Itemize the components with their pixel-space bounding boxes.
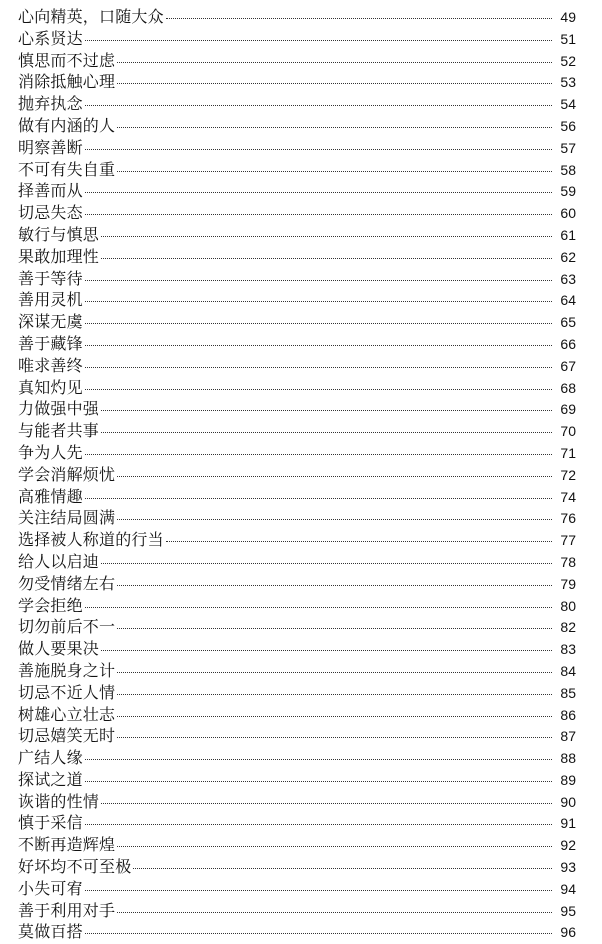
toc-dot-leader	[85, 824, 552, 825]
toc-entry[interactable]	[18, 921, 576, 943]
toc-entry-title: 广结人缘	[18, 748, 83, 768]
toc-entry-page-number: 63	[560, 270, 576, 287]
toc-entry-title: 诙谐的性情	[18, 791, 100, 811]
toc-dot-leader	[117, 585, 552, 586]
toc-entry-page-number: 60	[560, 205, 576, 222]
table-of-contents	[18, 6, 576, 943]
toc-entry-title: 切勿前后不一	[18, 617, 116, 637]
toc-dot-leader	[85, 345, 552, 346]
toc-entry-title: 心向精英，口随大众	[18, 7, 164, 26]
toc-dot-leader	[117, 83, 552, 84]
toc-dot-leader	[85, 214, 552, 215]
toc-entry[interactable]	[18, 93, 576, 115]
toc-entry[interactable]	[18, 834, 576, 856]
toc-entry-title: 小失可宥	[18, 878, 83, 898]
toc-entry-page-number: 91	[560, 815, 576, 832]
toc-entry-page-number: 72	[560, 466, 576, 483]
toc-dot-leader	[85, 280, 552, 281]
toc-entry-page-number: 95	[560, 902, 576, 919]
toc-entry[interactable]	[18, 660, 576, 682]
toc-entry-page-number: 78	[560, 553, 576, 570]
toc-entry[interactable]	[18, 50, 576, 72]
toc-entry-page-number: 62	[560, 248, 576, 265]
toc-entry-page-number: 88	[560, 750, 576, 767]
toc-dot-leader	[85, 498, 552, 499]
toc-dot-leader	[117, 846, 552, 847]
toc-entry[interactable]	[18, 551, 576, 573]
toc-entry-title: 勿受情绪左右	[18, 573, 116, 593]
toc-entry-title: 善于藏锋	[18, 333, 83, 353]
toc-dot-leader	[117, 716, 552, 717]
toc-entry[interactable]	[18, 333, 576, 355]
toc-entry[interactable]	[18, 224, 576, 246]
toc-entry[interactable]	[18, 856, 576, 878]
toc-entry-page-number: 93	[560, 859, 576, 876]
toc-dot-leader	[85, 301, 552, 302]
toc-entry-title: 给人以启迪	[18, 551, 100, 571]
toc-entry[interactable]	[18, 311, 576, 333]
toc-entry[interactable]	[18, 180, 576, 202]
toc-entry[interactable]	[18, 725, 576, 747]
toc-dot-leader	[85, 40, 552, 41]
toc-entry-title: 抛弃执念	[18, 94, 83, 114]
toc-dot-leader	[101, 650, 552, 651]
toc-entry-title: 选择被人称道的行当	[18, 530, 164, 550]
toc-entry-page-number: 61	[560, 226, 576, 243]
toc-entry[interactable]	[18, 486, 576, 508]
toc-entry[interactable]	[18, 398, 576, 420]
toc-entry-page-number: 85	[560, 684, 576, 701]
toc-entry-page-number: 89	[560, 771, 576, 788]
toc-entry-page-number: 77	[560, 532, 576, 549]
toc-entry-page-number: 64	[560, 292, 576, 309]
toc-entry-page-number: 58	[560, 161, 576, 178]
toc-entry-page-number: 56	[560, 117, 576, 134]
toc-entry-page-number: 54	[560, 96, 576, 113]
toc-entry[interactable]	[18, 377, 576, 399]
toc-dot-leader	[117, 912, 552, 913]
toc-dot-leader	[85, 759, 552, 760]
toc-entry-title: 心系贤达	[18, 28, 83, 48]
toc-entry-title: 切忌不近人情	[18, 682, 116, 702]
toc-entry-page-number: 82	[560, 619, 576, 636]
toc-entry-page-number: 57	[560, 139, 576, 156]
toc-dot-leader	[85, 607, 552, 608]
toc-entry-title: 与能者共事	[18, 421, 100, 441]
toc-entry-title: 慎思而不过虑	[18, 50, 116, 70]
toc-dot-leader	[117, 62, 552, 63]
toc-dot-leader	[101, 803, 552, 804]
toc-entry-title: 择善而从	[18, 181, 83, 201]
toc-entry[interactable]	[18, 464, 576, 486]
toc-entry-title: 果敢加理性	[18, 246, 100, 266]
toc-entry-page-number: 66	[560, 335, 576, 352]
toc-entry[interactable]	[18, 71, 576, 93]
toc-entry[interactable]	[18, 616, 576, 638]
toc-entry-page-number: 53	[560, 74, 576, 91]
toc-entry-page-number: 79	[560, 575, 576, 592]
toc-entry[interactable]	[18, 704, 576, 726]
toc-entry-title: 深谋无虞	[18, 312, 83, 332]
toc-entry-page-number: 49	[560, 9, 576, 25]
toc-entry-title: 莫做百搭	[18, 922, 83, 942]
toc-entry-page-number: 65	[560, 314, 576, 331]
toc-entry-title: 明察善断	[18, 137, 83, 157]
toc-entry[interactable]	[18, 573, 576, 595]
toc-entry[interactable]	[18, 289, 576, 311]
toc-dot-leader	[85, 454, 552, 455]
toc-entry[interactable]	[18, 812, 576, 834]
toc-dot-leader	[101, 432, 552, 433]
toc-entry[interactable]	[18, 682, 576, 704]
toc-entry[interactable]	[18, 595, 576, 617]
toc-entry[interactable]	[18, 791, 576, 813]
toc-entry-title: 善施脱身之计	[18, 660, 116, 680]
toc-entry-page-number: 74	[560, 488, 576, 505]
toc-entry-page-number: 86	[560, 706, 576, 723]
toc-entry-title: 树雄心立壮志	[18, 704, 116, 724]
toc-dot-leader	[117, 628, 552, 629]
toc-dot-leader	[117, 171, 552, 172]
toc-entry-title: 善用灵机	[18, 290, 83, 310]
toc-entry[interactable]	[18, 442, 576, 464]
toc-entry[interactable]	[18, 529, 576, 551]
toc-entry-title: 争为人先	[18, 442, 83, 462]
toc-dot-leader	[101, 236, 552, 237]
toc-dot-leader	[133, 868, 552, 869]
toc-entry-title: 真知灼见	[18, 377, 83, 397]
toc-entry-page-number: 70	[560, 423, 576, 440]
toc-entry[interactable]	[18, 246, 576, 268]
toc-dot-leader	[166, 18, 552, 19]
toc-entry-title: 切忌失态	[18, 203, 83, 223]
toc-dot-leader	[85, 192, 552, 193]
toc-entry-title: 学会消解烦忧	[18, 464, 116, 484]
toc-dot-leader	[117, 694, 552, 695]
toc-entry-title: 学会拒绝	[18, 595, 83, 615]
toc-entry-title: 慎于采信	[18, 813, 83, 833]
toc-entry-title: 敏行与慎思	[18, 224, 100, 244]
toc-entry[interactable]	[18, 6, 576, 28]
toc-entry-title: 消除抵触心理	[18, 72, 116, 92]
toc-entry[interactable]	[18, 900, 576, 922]
toc-entry-page-number: 69	[560, 401, 576, 418]
toc-entry[interactable]	[18, 268, 576, 290]
toc-entry-title: 善于利用对手	[18, 900, 116, 920]
toc-dot-leader	[117, 519, 552, 520]
toc-dot-leader	[85, 367, 552, 368]
toc-dot-leader	[85, 323, 552, 324]
toc-entry-page-number: 59	[560, 183, 576, 200]
toc-entry[interactable]	[18, 747, 576, 769]
toc-entry-page-number: 52	[560, 52, 576, 69]
toc-entry[interactable]	[18, 638, 576, 660]
toc-entry[interactable]	[18, 878, 576, 900]
toc-entry[interactable]	[18, 202, 576, 224]
toc-entry-page-number: 90	[560, 793, 576, 810]
toc-entry-title: 不可有失自重	[18, 159, 116, 179]
toc-dot-leader	[85, 389, 552, 390]
toc-entry-page-number: 51	[560, 30, 576, 47]
toc-entry-title: 唯求善终	[18, 355, 83, 375]
toc-entry[interactable]	[18, 115, 576, 137]
toc-dot-leader	[85, 781, 552, 782]
toc-dot-leader	[85, 105, 552, 106]
toc-dot-leader	[85, 149, 552, 150]
toc-entry-title: 做有内涵的人	[18, 115, 116, 135]
toc-entry[interactable]	[18, 769, 576, 791]
toc-dot-leader	[117, 737, 552, 738]
toc-entry-page-number: 94	[560, 880, 576, 897]
toc-entry[interactable]	[18, 28, 576, 50]
toc-entry-page-number: 71	[560, 444, 576, 461]
toc-entry-title: 关注结局圆满	[18, 508, 116, 528]
toc-entry-page-number: 68	[560, 379, 576, 396]
toc-entry[interactable]	[18, 420, 576, 442]
toc-entry-page-number: 80	[560, 597, 576, 614]
toc-dot-leader	[117, 476, 552, 477]
toc-entry-page-number: 87	[560, 728, 576, 745]
toc-entry-title: 力做强中强	[18, 399, 100, 419]
toc-entry-page-number: 76	[560, 510, 576, 527]
toc-entry-title: 善于等待	[18, 268, 83, 288]
toc-entry-title: 好坏均不可至极	[18, 857, 132, 877]
toc-dot-leader	[101, 258, 552, 259]
toc-dot-leader	[166, 541, 552, 542]
toc-entry-page-number: 92	[560, 837, 576, 854]
toc-dot-leader	[117, 672, 552, 673]
toc-entry-page-number: 96	[560, 924, 576, 941]
toc-dot-leader	[85, 890, 552, 891]
toc-entry[interactable]	[18, 159, 576, 181]
toc-entry-page-number: 67	[560, 357, 576, 374]
toc-entry[interactable]	[18, 355, 576, 377]
toc-entry[interactable]	[18, 137, 576, 159]
toc-entry-page-number: 84	[560, 662, 576, 679]
toc-entry-title: 做人要果决	[18, 639, 100, 659]
toc-dot-leader	[117, 127, 552, 128]
toc-entry-title: 高雅情趣	[18, 486, 83, 506]
toc-entry[interactable]	[18, 507, 576, 529]
toc-dot-leader	[101, 410, 552, 411]
toc-entry-page-number: 83	[560, 641, 576, 658]
toc-dot-leader	[101, 563, 552, 564]
toc-entry-title: 不断再造辉煌	[18, 835, 116, 855]
toc-entry-title: 探试之道	[18, 769, 83, 789]
toc-entry-title: 切忌嬉笑无时	[18, 726, 116, 746]
